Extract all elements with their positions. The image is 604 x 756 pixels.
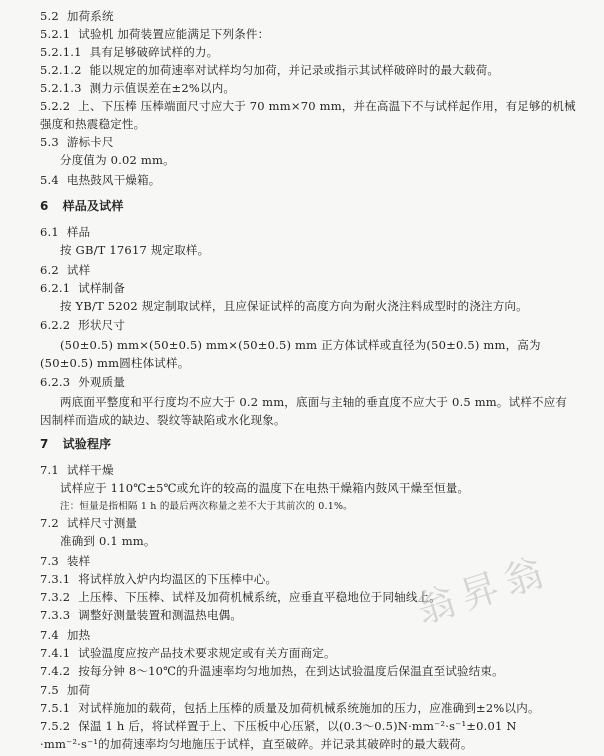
text-line <box>40 516 137 530</box>
clause-text: 外观质量 <box>78 375 126 389</box>
clause-text: 电热鼓风干燥箱。 <box>66 173 161 187</box>
text-line <box>60 534 156 548</box>
text-line <box>40 117 145 131</box>
clause-number: 7.4 <box>40 628 59 642</box>
clause-number: 6.2.2 <box>40 318 71 332</box>
text-line <box>40 27 269 41</box>
clause-text: 游标卡尺 <box>66 135 114 149</box>
clause-number: 5.3 <box>40 135 59 149</box>
clause-number: 5.4 <box>40 173 59 187</box>
text-line <box>40 646 336 660</box>
clause-number: 7.4.1 <box>40 646 71 660</box>
clause-number: 7.3 <box>40 554 59 568</box>
text-line <box>40 664 504 678</box>
clause-number: 5.2.1 <box>40 27 71 41</box>
text-line <box>60 153 175 167</box>
clause-text: 强度和热震稳定性。 <box>40 117 146 131</box>
clause-number: 6.2.3 <box>40 375 71 389</box>
clause-number: 6.2.1 <box>40 281 71 295</box>
clause-text: 试验程序 <box>62 437 112 451</box>
text-line <box>40 263 90 277</box>
clause-text: 装样 <box>66 554 91 568</box>
text-line <box>40 99 576 113</box>
clause-text: 试样制备 <box>78 281 126 295</box>
clause-number: 7 <box>40 437 49 451</box>
clause-text: ·mm⁻²·s⁻¹的加荷速率均匀地施压于试样，直至破碎。并记录其破碎时的最大载荷。 <box>40 737 473 751</box>
clause-text: 试样尺寸测量 <box>66 516 138 530</box>
text-line <box>60 299 528 313</box>
clause-number: 5.2.1.2 <box>40 63 82 77</box>
clause-text: 上压棒、下压棒、试样及加荷机械系统，应垂直平稳地位于同轴线上。 <box>78 590 441 604</box>
text-line <box>40 45 218 59</box>
text-line <box>40 628 90 642</box>
text-line <box>40 9 114 23</box>
clause-text: 保温 1 h 后，将试样置于上、下压板中心压紧，以(0.3～0.5)N·mm⁻²·s⁻¹±0.01 N <box>78 719 517 733</box>
clause-text: 样品 <box>66 225 91 239</box>
clause-text: 形状尺寸 <box>78 318 126 332</box>
clause-text: 对试样施加的载荷，包括上压棒的质量及加荷机械系统施加的压力，应准确到±2%以内。 <box>78 701 540 715</box>
clause-text: 能以规定的加荷速率对试样均匀加荷，并记录或指示其试样破碎时的最大载荷。 <box>89 63 500 77</box>
clause-text: 按 YB/T 5202 规定制取试样，且应保证试样的高度方向为耐火浇注料成型时的浇注方向。 <box>60 299 528 313</box>
text-line <box>40 135 114 149</box>
clause-text: 加荷 <box>66 683 91 697</box>
clause-number: 7.4.2 <box>40 664 71 678</box>
clause-text: 试验机 加荷装置应能满足下列条件： <box>78 27 270 41</box>
text-line <box>40 572 277 586</box>
clause-number: 7.5 <box>40 683 59 697</box>
text-line <box>40 737 473 751</box>
text-line <box>40 590 441 604</box>
clause-text: 调整好测量装置和测温热电偶。 <box>78 608 243 622</box>
clause-number: 7.3.2 <box>40 590 71 604</box>
text-line <box>40 81 235 95</box>
clause-text: 按每分钟 8～10℃的升温速率均匀地加热，在到达试验温度后保温直至试验结束。 <box>78 664 504 678</box>
clause-number: 5.2.1.3 <box>40 81 82 95</box>
clause-text: 试样 <box>66 263 91 277</box>
text-line <box>40 701 540 715</box>
section-heading <box>40 199 124 213</box>
text-line <box>40 281 125 295</box>
clause-number: 5.2.2 <box>40 99 71 113</box>
clause-text: (50±0.5) mm圆柱体试样。 <box>40 356 190 370</box>
clause-number: 7.5.1 <box>40 701 71 715</box>
text-line <box>60 243 209 257</box>
text-line <box>40 683 90 697</box>
clause-text: 加热 <box>66 628 91 642</box>
text-line <box>40 225 90 239</box>
clause-text: 试验温度应按产品技术要求规定或有关方面商定。 <box>78 646 336 660</box>
clause-text: 样品及试样 <box>62 199 124 213</box>
text-line <box>60 481 469 495</box>
clause-text: 准确到 0.1 mm。 <box>60 534 156 548</box>
text-line <box>40 413 286 427</box>
text-line <box>40 375 125 389</box>
clause-text: 试样应于 110℃±5℃或允许的较高的温度下在电热干燥箱内鼓风干燥至恒量。 <box>60 481 470 495</box>
text-line <box>40 463 114 477</box>
clause-text: 将试样放入炉内均温区的下压棒中心。 <box>78 572 278 586</box>
clause-number: 7.5.2 <box>40 719 71 733</box>
clause-number: 7.1 <box>40 463 59 477</box>
text-line <box>60 395 567 409</box>
text-line <box>40 318 125 332</box>
clause-text: 分度值为 0.02 mm。 <box>60 153 175 167</box>
clause-text: 具有足够破碎试样的力。 <box>89 45 219 59</box>
clause-number: 6 <box>40 199 49 213</box>
text-line <box>60 338 541 352</box>
text-line <box>40 63 499 77</box>
clause-number: 6.2 <box>40 263 59 277</box>
watermark-seal: 翁昇翁 <box>411 550 549 633</box>
text-line <box>40 173 161 187</box>
clause-number: 6.1 <box>40 225 59 239</box>
clause-text: (50±0.5) mm×(50±0.5) mm×(50±0.5) mm 正方体试样或直径为(50±0.5) mm，高为 <box>60 338 541 352</box>
clause-text: 两底面平整度和平行度均不应大于 0.2 mm，底面与主轴的垂直度不应大于 0.5 mm。试样不应有 <box>60 395 568 409</box>
clause-number: 7.2 <box>40 516 59 530</box>
text-line <box>40 356 189 370</box>
clause-text: 加荷系统 <box>66 9 114 23</box>
text-line <box>40 554 90 568</box>
clause-number: 5.2 <box>40 9 59 23</box>
note-line <box>60 500 353 514</box>
clause-text: 因制样而造成的缺边、裂纹等缺陷或水化现象。 <box>40 413 286 427</box>
clause-number: 5.2.1.1 <box>40 45 82 59</box>
clause-number: 7.3.3 <box>40 608 71 622</box>
clause-text: 测力示值误差在±2%以内。 <box>89 81 236 95</box>
clause-number: 7.3.1 <box>40 572 71 586</box>
clause-text: 试样干燥 <box>66 463 114 477</box>
clause-text: 上、下压棒 压棒端面尺寸应大于 70 mm×70 mm，并在高温下不与试样起作用，有足够的机械 <box>78 99 576 113</box>
clause-text: 按 GB/T 17617 规定取样。 <box>60 243 210 257</box>
text-line <box>40 719 517 733</box>
clause-text: 注：恒量是指相隔 1 h 的最后两次称量之差不大于其前次的 0.1%。 <box>60 501 353 512</box>
text-line <box>40 608 242 622</box>
section-heading <box>40 437 111 451</box>
